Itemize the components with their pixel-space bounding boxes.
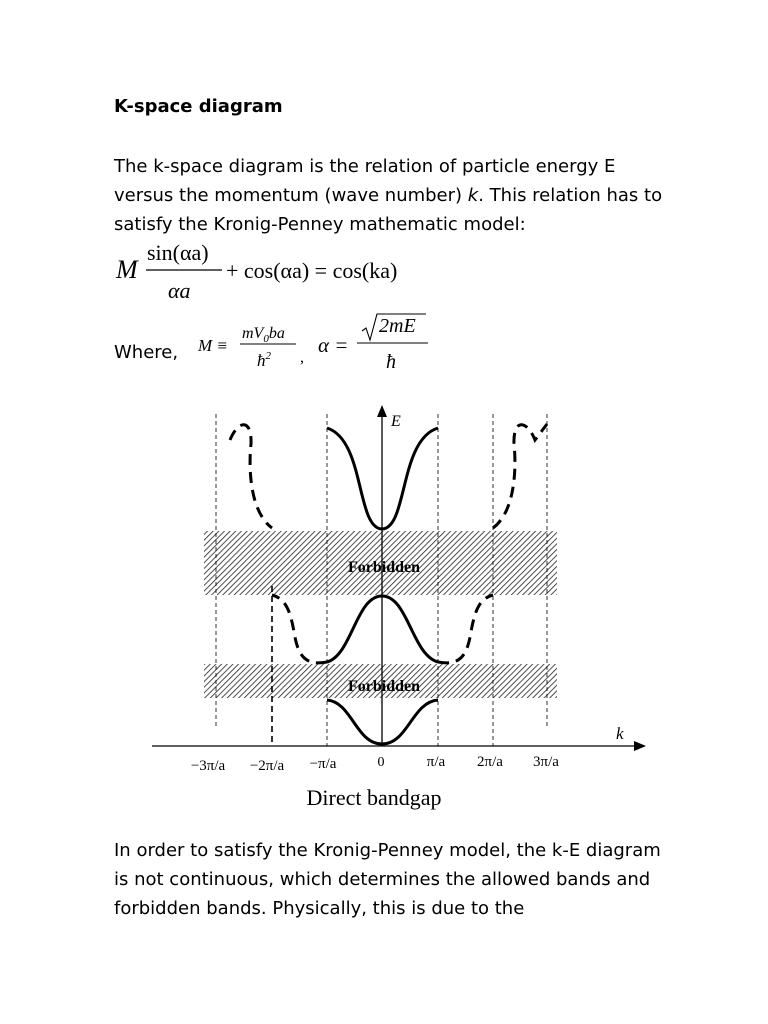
M-denominator: $ħ^2$ (257, 350, 271, 370)
where-definitions (114, 310, 534, 380)
band2-left-branch (272, 595, 327, 663)
k-axis-label: k (616, 724, 624, 743)
alpha-lhs: α = (318, 333, 349, 357)
intro-k-symbol: k (467, 185, 479, 206)
eq-denominator: αa (168, 278, 191, 303)
where-label: Where, (114, 342, 179, 363)
e-axis-label: E (391, 413, 401, 430)
e-axis-arrowhead (377, 405, 387, 417)
tick-label-neg3: −3π/a (190, 758, 226, 774)
k-space-figure (140, 400, 660, 820)
eq-rhs: + cos(αa) = cos(ka) (226, 258, 398, 283)
eq-numerator: sin(αa) (147, 240, 209, 265)
band2-right-branch (438, 595, 493, 663)
tick-label-pos1: π/a (426, 754, 446, 770)
definition-separator: , (300, 349, 304, 366)
eq-M: M (116, 255, 138, 284)
forbidden-label-lower: Forbidden (347, 678, 421, 695)
band3-right-branch (493, 424, 547, 528)
body-paragraph: In order to satisfy the Kronig-Penney model, the k-E diagram is not continuous, which determines the allowed bands and forbidden bands. Physically, this is due to the (114, 840, 661, 919)
section-heading: K-space diagram (114, 96, 283, 117)
intro-paragraph (114, 152, 674, 239)
tick-label-pos3: 3π/a (533, 754, 559, 770)
forbidden-label-upper: Forbidden (347, 559, 421, 576)
tick-label-zero: 0 (377, 755, 385, 770)
k-axis-arrowhead (634, 741, 646, 751)
tick-label-neg2: −2π/a (249, 758, 285, 774)
figure-caption: Direct bandgap (306, 785, 442, 810)
intro-text-a: The k-space diagram is the relation of particle energy E versus the momentum (wave number) (114, 156, 616, 206)
tick-label-neg1: −π/a (309, 756, 337, 772)
M-lhs: M ≡ (198, 336, 228, 355)
band3-left-branch (230, 425, 272, 528)
M-numerator: $mV_0ba$ (242, 325, 285, 345)
kronig-penney-equation (114, 236, 674, 306)
alpha-denominator: ħ (386, 351, 396, 373)
intro-text-b: . This relation has to satisfy the Kronig-Penney mathematic model: (114, 185, 663, 235)
alpha-numerator: 2mE (379, 315, 416, 337)
tick-label-pos2: 2π/a (477, 754, 503, 770)
